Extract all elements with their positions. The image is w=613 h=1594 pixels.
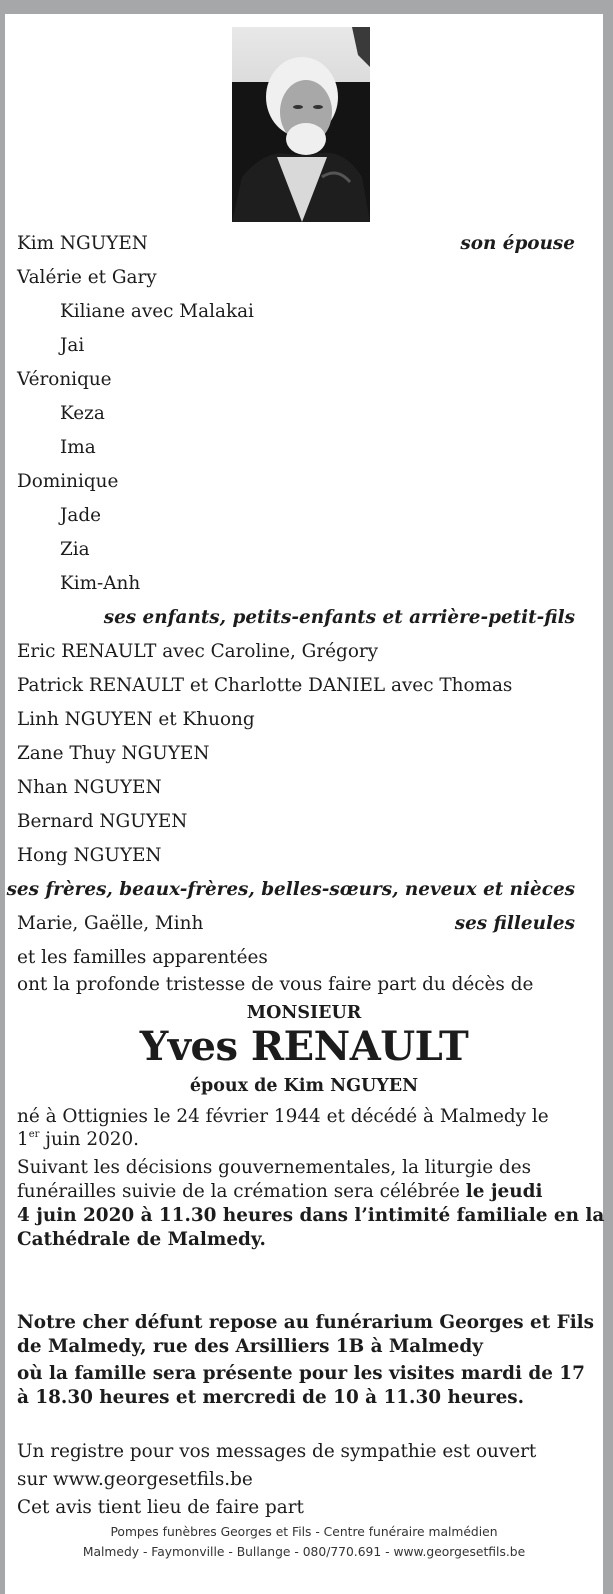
funeral-line bbox=[17, 1181, 542, 1203]
spouse-name: Kim NGUYEN bbox=[17, 233, 148, 254]
sibling-line: Hong NGUYEN bbox=[17, 845, 162, 866]
funeral-date-line: 4 juin 2020 à 11.30 heures dans l’intimité familiale en la bbox=[17, 1205, 605, 1226]
deceased-name: Yves RENAULT bbox=[139, 1023, 469, 1070]
visitation-line: de Malmedy, rue des Arsilliers 1B à Malmedy bbox=[17, 1336, 483, 1357]
visitation-line: à 18.30 heures et mercredi de 10 à 11.30 heures. bbox=[17, 1387, 525, 1408]
closing-line: Un registre pour vos messages de sympathie est ouvert bbox=[17, 1441, 537, 1462]
goddaughters-names: Marie, Gaëlle, Minh bbox=[17, 913, 204, 934]
funeral-line: Suivant les décisions gouvernementales, la liturgie des bbox=[17, 1157, 532, 1178]
closing-line: Cet avis tient lieu de faire part bbox=[17, 1497, 304, 1518]
footer-line: Pompes funèbres Georges et Fils - Centre funéraire malmédien bbox=[110, 1525, 498, 1539]
funeral-text: funérailles suivie de la crémation sera célébrée bbox=[17, 1181, 466, 1202]
deceased-title: MONSIEUR bbox=[246, 1003, 362, 1023]
child-line: Dominique bbox=[17, 471, 119, 492]
grandchild-line: Jai bbox=[60, 335, 85, 356]
spouse-role: son épouse bbox=[460, 233, 575, 254]
visitation-line: où la famille sera présente pour les visites mardi de 17 bbox=[17, 1363, 585, 1384]
relatives-line: et les familles apparentées bbox=[17, 947, 268, 968]
death-day: 1 bbox=[17, 1129, 29, 1150]
birth-death-line: né à Ottignies le 24 février 1944 et décédé à Malmedy le bbox=[17, 1106, 549, 1127]
grandchild-line: Zia bbox=[60, 539, 90, 560]
footer-line: Malmedy - Faymonville - Bullange - 080/770.691 - www.georgesetfils.be bbox=[82, 1545, 526, 1559]
closing-website-line: sur www.georgesetfils.be bbox=[17, 1469, 253, 1490]
announcement-line: ont la profonde tristesse de vous faire part du décès de bbox=[17, 974, 534, 995]
portrait-photo bbox=[232, 27, 370, 222]
grandchild-line: Jade bbox=[60, 505, 101, 526]
grandchild-line: Kim-Anh bbox=[60, 573, 141, 594]
sibling-line: Nhan NGUYEN bbox=[17, 777, 162, 798]
grandchild-line: Keza bbox=[60, 403, 105, 424]
funeral-place-line: Cathédrale de Malmedy. bbox=[17, 1229, 266, 1250]
children-role: ses enfants, petits-enfants et arrière-petit-fils bbox=[103, 607, 575, 628]
deceased-spouse-line: époux de Kim NGUYEN bbox=[189, 1076, 419, 1096]
death-date-line bbox=[17, 1129, 139, 1151]
sibling-line: Linh NGUYEN et Khuong bbox=[17, 709, 255, 730]
death-month-year: juin 2020. bbox=[39, 1129, 140, 1150]
child-line: Valérie et Gary bbox=[17, 267, 157, 288]
siblings-role: ses frères, beaux-frères, belles-sœurs, neveux et nièces bbox=[6, 879, 575, 900]
funeral-day: le jeudi bbox=[465, 1181, 543, 1202]
sibling-line: Eric RENAULT avec Caroline, Grégory bbox=[17, 641, 379, 662]
sibling-line: Bernard NGUYEN bbox=[17, 811, 188, 832]
child-line: Véronique bbox=[17, 369, 112, 390]
goddaughters-role: ses filleules bbox=[454, 913, 575, 934]
grandchild-line: Ima bbox=[60, 437, 96, 458]
sibling-line: Patrick RENAULT et Charlotte DANIEL avec Thomas bbox=[17, 675, 513, 696]
visitation-line: Notre cher défunt repose au funérarium Georges et Fils bbox=[17, 1312, 595, 1333]
sibling-line: Zane Thuy NGUYEN bbox=[17, 743, 210, 764]
ordinal-suffix: er bbox=[28, 1129, 40, 1140]
grandchild-line: Kiliane avec Malakai bbox=[60, 301, 254, 322]
